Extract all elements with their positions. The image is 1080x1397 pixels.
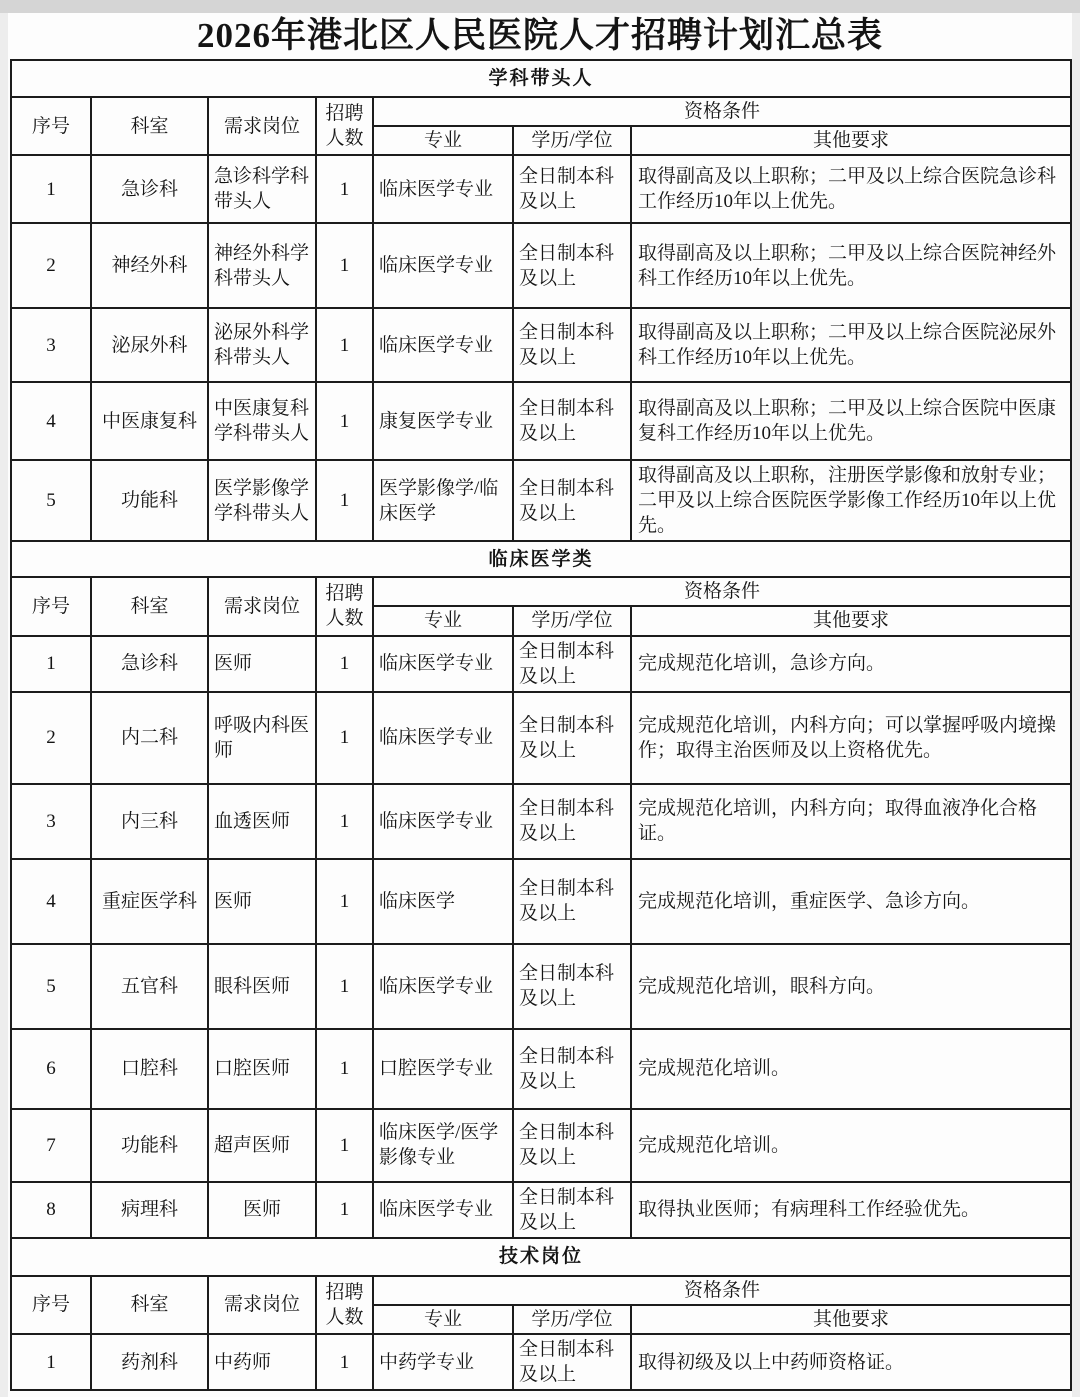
cell-department: 急诊科 bbox=[91, 636, 208, 692]
recruitment-table bbox=[10, 59, 1072, 1391]
cell-education: 全日制本科及以上 bbox=[513, 1029, 631, 1109]
cell-headcount: 1 bbox=[316, 1182, 373, 1238]
cell-position: 呼吸内科医师 bbox=[208, 692, 316, 784]
table-row bbox=[11, 308, 1071, 382]
cell-major: 临床医学专业 bbox=[373, 636, 513, 692]
cell-major: 临床医学/医学影像专业 bbox=[373, 1109, 513, 1182]
cell-department: 中医康复科 bbox=[91, 382, 208, 460]
cell-other-requirements: 完成规范化培训，急诊方向。 bbox=[631, 636, 1071, 692]
col-header-headcount: 招聘人数 bbox=[316, 577, 373, 635]
cell-headcount: 1 bbox=[316, 692, 373, 784]
cell-position: 医学影像学学科带头人 bbox=[208, 460, 316, 541]
cell-other-requirements: 取得副高及以上职称，注册医学影像和放射专业；二甲及以上综合医院医学影像工作经历10年以上优先。 bbox=[631, 460, 1071, 541]
cell-other-requirements: 取得副高及以上职称；二甲及以上综合医院神经外科工作经历10年以上优先。 bbox=[631, 223, 1071, 308]
cell-department: 口腔科 bbox=[91, 1029, 208, 1109]
col-header-department: 科室 bbox=[91, 97, 208, 155]
cell-position: 医师 bbox=[208, 1182, 316, 1238]
cell-major: 临床医学 bbox=[373, 859, 513, 944]
col-header-department: 科室 bbox=[91, 1276, 208, 1334]
cell-major: 临床医学专业 bbox=[373, 784, 513, 859]
cell-position: 医师 bbox=[208, 636, 316, 692]
cell-major: 医学影像学/临床医学 bbox=[373, 460, 513, 541]
cell-other-requirements: 完成规范化培训，内科方向；取得血液净化合格证。 bbox=[631, 784, 1071, 859]
cell-major: 临床医学专业 bbox=[373, 1182, 513, 1238]
cell-major: 康复医学专业 bbox=[373, 382, 513, 460]
cell-headcount: 1 bbox=[316, 460, 373, 541]
cell-department: 功能科 bbox=[91, 1109, 208, 1182]
col-header-major: 专业 bbox=[373, 1305, 513, 1334]
cell-other-requirements: 取得副高及以上职称；二甲及以上综合医院急诊科工作经历10年以上优先。 bbox=[631, 155, 1071, 223]
table-row bbox=[11, 460, 1071, 541]
cell-education: 全日制本科及以上 bbox=[513, 155, 631, 223]
cell-education: 全日制本科及以上 bbox=[513, 223, 631, 308]
cell-index: 4 bbox=[11, 382, 91, 460]
table-row bbox=[11, 382, 1071, 460]
cell-education: 全日制本科及以上 bbox=[513, 308, 631, 382]
cell-index: 6 bbox=[11, 1029, 91, 1109]
cell-education: 全日制本科及以上 bbox=[513, 1182, 631, 1238]
cell-education: 全日制本科及以上 bbox=[513, 636, 631, 692]
section-clinical-medicine bbox=[11, 541, 1071, 1237]
cell-other-requirements: 完成规范化培训。 bbox=[631, 1029, 1071, 1109]
col-header-other: 其他要求 bbox=[631, 126, 1071, 155]
document-sheet bbox=[8, 13, 1072, 1397]
cell-department: 内三科 bbox=[91, 784, 208, 859]
table-row bbox=[11, 1109, 1071, 1182]
cell-other-requirements: 完成规范化培训。 bbox=[631, 1109, 1071, 1182]
col-header-major: 专业 bbox=[373, 126, 513, 155]
table-row bbox=[11, 1182, 1071, 1238]
page-title: 2026年港北区人民医院人才招聘计划汇总表 bbox=[196, 16, 883, 55]
cell-position: 泌尿外科学科带头人 bbox=[208, 308, 316, 382]
col-header-qualification: 资格条件 bbox=[373, 577, 1071, 606]
cell-education: 全日制本科及以上 bbox=[513, 692, 631, 784]
cell-other-requirements: 取得初级及以上中药师资格证。 bbox=[631, 1334, 1071, 1390]
cell-index: 4 bbox=[11, 859, 91, 944]
col-header-qualification: 资格条件 bbox=[373, 1276, 1071, 1305]
cell-education: 全日制本科及以上 bbox=[513, 460, 631, 541]
cell-headcount: 1 bbox=[316, 308, 373, 382]
table-row bbox=[11, 1334, 1071, 1390]
cell-index: 1 bbox=[11, 155, 91, 223]
cell-education: 全日制本科及以上 bbox=[513, 1334, 631, 1390]
cell-major: 临床医学专业 bbox=[373, 692, 513, 784]
cell-headcount: 1 bbox=[316, 1029, 373, 1109]
cell-education: 全日制本科及以上 bbox=[513, 1109, 631, 1182]
cell-department: 神经外科 bbox=[91, 223, 208, 308]
col-header-position: 需求岗位 bbox=[208, 97, 316, 155]
cell-headcount: 1 bbox=[316, 859, 373, 944]
col-header-education: 学历/学位 bbox=[513, 606, 631, 635]
cell-headcount: 1 bbox=[316, 944, 373, 1029]
section-header-discipline-leaders: 学科带头人 bbox=[11, 60, 1071, 97]
cell-index: 3 bbox=[11, 308, 91, 382]
cell-major: 临床医学专业 bbox=[373, 223, 513, 308]
col-header-index: 序号 bbox=[11, 97, 91, 155]
cell-index: 1 bbox=[11, 1334, 91, 1390]
cell-index: 2 bbox=[11, 223, 91, 308]
cell-department: 五官科 bbox=[91, 944, 208, 1029]
cell-index: 7 bbox=[11, 1109, 91, 1182]
cell-other-requirements: 取得执业医师；有病理科工作经验优先。 bbox=[631, 1182, 1071, 1238]
table-row bbox=[11, 692, 1071, 784]
col-header-position: 需求岗位 bbox=[208, 577, 316, 635]
section-discipline-leaders bbox=[11, 60, 1071, 541]
cell-position: 神经外科学科带头人 bbox=[208, 223, 316, 308]
table-row bbox=[11, 155, 1071, 223]
col-header-index: 序号 bbox=[11, 577, 91, 635]
cell-position: 口腔医师 bbox=[208, 1029, 316, 1109]
section-header-clinical-medicine: 临床医学类 bbox=[11, 541, 1071, 577]
cell-position: 急诊科学科带头人 bbox=[208, 155, 316, 223]
cell-index: 2 bbox=[11, 692, 91, 784]
cell-index: 1 bbox=[11, 636, 91, 692]
table-row bbox=[11, 784, 1071, 859]
table-row bbox=[11, 859, 1071, 944]
cell-department: 内二科 bbox=[91, 692, 208, 784]
cell-headcount: 1 bbox=[316, 784, 373, 859]
photo-top-margin bbox=[0, 0, 1080, 13]
cell-index: 3 bbox=[11, 784, 91, 859]
table-row bbox=[11, 636, 1071, 692]
cell-index: 5 bbox=[11, 944, 91, 1029]
table-row bbox=[11, 1029, 1071, 1109]
col-header-education: 学历/学位 bbox=[513, 126, 631, 155]
col-header-other: 其他要求 bbox=[631, 1305, 1071, 1334]
cell-department: 重症医学科 bbox=[91, 859, 208, 944]
cell-education: 全日制本科及以上 bbox=[513, 784, 631, 859]
cell-position: 中医康复科学科带头人 bbox=[208, 382, 316, 460]
cell-other-requirements: 完成规范化培训，内科方向；可以掌握呼吸内境操作；取得主治医师及以上资格优先。 bbox=[631, 692, 1071, 784]
cell-department: 泌尿外科 bbox=[91, 308, 208, 382]
cell-other-requirements: 取得副高及以上职称；二甲及以上综合医院泌尿外科工作经历10年以上优先。 bbox=[631, 308, 1071, 382]
col-header-qualification: 资格条件 bbox=[373, 97, 1071, 126]
cell-education: 全日制本科及以上 bbox=[513, 859, 631, 944]
col-header-department: 科室 bbox=[91, 577, 208, 635]
cell-major: 中药学专业 bbox=[373, 1334, 513, 1390]
cell-index: 5 bbox=[11, 460, 91, 541]
section-header-technical-posts: 技术岗位 bbox=[11, 1238, 1071, 1276]
cell-position: 医师 bbox=[208, 859, 316, 944]
col-header-headcount: 招聘人数 bbox=[316, 1276, 373, 1334]
cell-department: 功能科 bbox=[91, 460, 208, 541]
cell-headcount: 1 bbox=[316, 636, 373, 692]
cell-major: 临床医学专业 bbox=[373, 308, 513, 382]
cell-headcount: 1 bbox=[316, 382, 373, 460]
cell-major: 临床医学专业 bbox=[373, 944, 513, 1029]
col-header-headcount: 招聘人数 bbox=[316, 97, 373, 155]
table-row bbox=[11, 223, 1071, 308]
col-header-position: 需求岗位 bbox=[208, 1276, 316, 1334]
cell-education: 全日制本科及以上 bbox=[513, 382, 631, 460]
col-header-major: 专业 bbox=[373, 606, 513, 635]
cell-index: 8 bbox=[11, 1182, 91, 1238]
table-row bbox=[11, 944, 1071, 1029]
cell-department: 药剂科 bbox=[91, 1334, 208, 1390]
cell-other-requirements: 完成规范化培训，眼科方向。 bbox=[631, 944, 1071, 1029]
cell-department: 急诊科 bbox=[91, 155, 208, 223]
cell-position: 血透医师 bbox=[208, 784, 316, 859]
cell-major: 口腔医学专业 bbox=[373, 1029, 513, 1109]
col-header-index: 序号 bbox=[11, 1276, 91, 1334]
col-header-education: 学历/学位 bbox=[513, 1305, 631, 1334]
cell-department: 病理科 bbox=[91, 1182, 208, 1238]
cell-position: 眼科医师 bbox=[208, 944, 316, 1029]
cell-major: 临床医学专业 bbox=[373, 155, 513, 223]
cell-headcount: 1 bbox=[316, 1109, 373, 1182]
cell-education: 全日制本科及以上 bbox=[513, 944, 631, 1029]
cell-position: 中药师 bbox=[208, 1334, 316, 1390]
cell-headcount: 1 bbox=[316, 1334, 373, 1390]
cell-headcount: 1 bbox=[316, 155, 373, 223]
cell-other-requirements: 取得副高及以上职称；二甲及以上综合医院中医康复科工作经历10年以上优先。 bbox=[631, 382, 1071, 460]
section-technical-posts bbox=[11, 1238, 1071, 1390]
cell-position: 超声医师 bbox=[208, 1109, 316, 1182]
col-header-other: 其他要求 bbox=[631, 606, 1071, 635]
cell-other-requirements: 完成规范化培训，重症医学、急诊方向。 bbox=[631, 859, 1071, 944]
cell-headcount: 1 bbox=[316, 223, 373, 308]
